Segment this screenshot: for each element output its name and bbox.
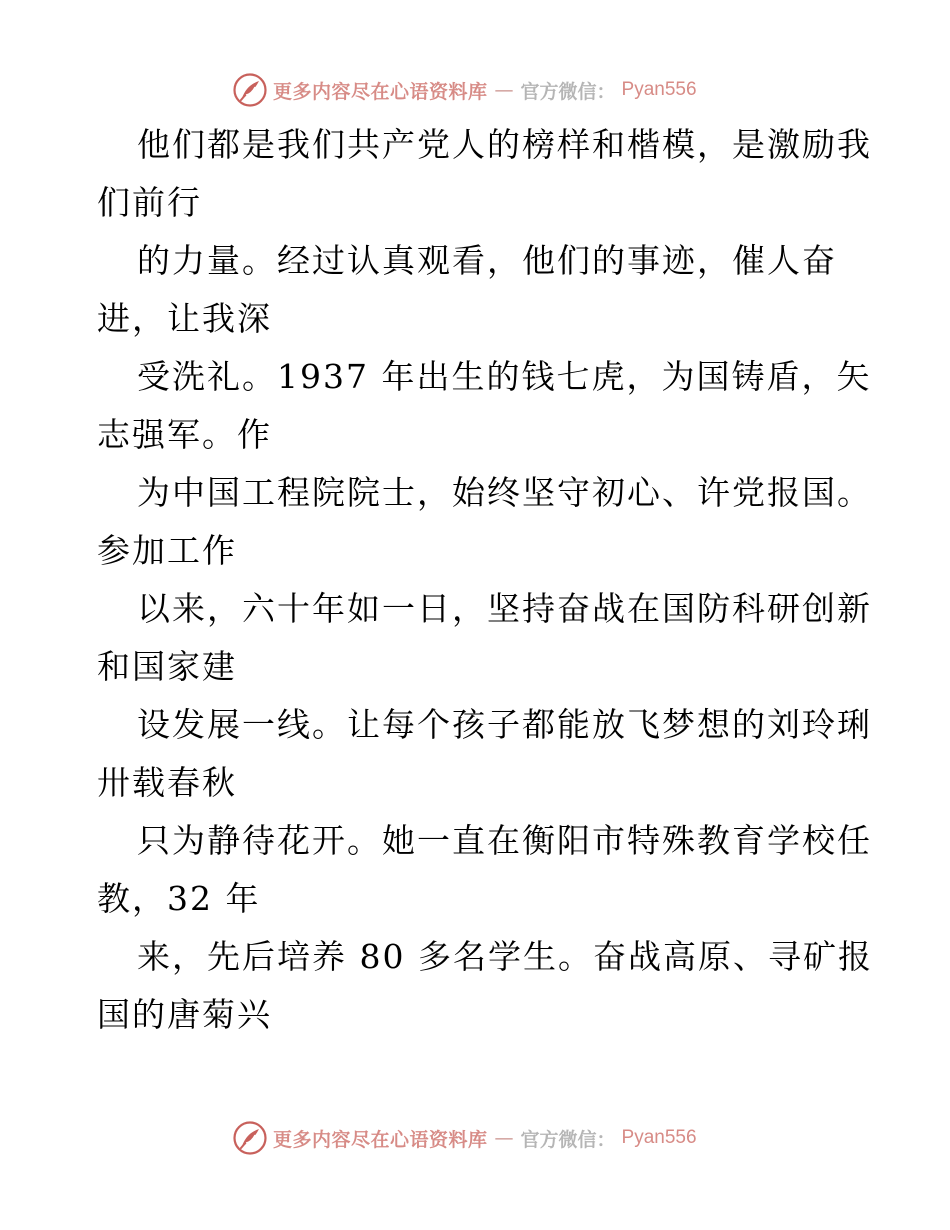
paragraph-line: 和国家建 [97, 647, 237, 686]
paragraph-line: 参加工作 [97, 531, 237, 570]
watermark-wechat-id: Pyan556 [621, 1127, 697, 1148]
feather-pen-logo-icon [233, 73, 267, 107]
watermark-dash: — [494, 1127, 514, 1149]
paragraph-line: 卅载春秋 [97, 763, 237, 802]
paragraph-line: 的力量。经过认真观看，他们的事迹，催人奋 [137, 241, 837, 280]
paragraph-line: 国的唐菊兴 [97, 995, 272, 1034]
paragraph-line: 他们都是我们共产党人的榜样和楷模，是激励我 [137, 125, 872, 164]
paragraph-line: 受洗礼。1937 年出生的钱七虎，为国铸盾，矢 [137, 357, 872, 396]
paragraph-line: 以来，六十年如一日，坚持奋战在国防科研创新 [137, 589, 872, 628]
paragraph-line: 们前行 [97, 183, 202, 222]
watermark-title: 更多内容尽在心语资料库 [273, 1128, 488, 1151]
paragraph-line: 为中国工程院院士，始终坚守初心、许党报国。 [137, 473, 872, 512]
document-body [97, 116, 873, 1044]
header-watermark [233, 72, 697, 108]
watermark-dash: — [494, 79, 514, 101]
watermark-wechat-label: 官方微信： [520, 1128, 616, 1151]
paragraph-line: 设发展一线。让每个孩子都能放飞梦想的刘玲琍 [137, 705, 872, 744]
footer-watermark [233, 1120, 697, 1156]
paragraph-line: 进，让我深 [97, 299, 272, 338]
watermark-wechat-id: Pyan556 [621, 79, 697, 100]
paragraph-line: 来，先后培养 80 多名学生。奋战高原、寻矿报 [137, 937, 873, 976]
paragraph-line: 只为静待花开。她一直在衡阳市特殊教育学校任 [137, 821, 872, 860]
watermark-title: 更多内容尽在心语资料库 [273, 80, 488, 103]
paragraph-line: 教，32 年 [97, 879, 261, 918]
feather-pen-logo-icon [233, 1121, 267, 1155]
paragraph-line: 志强军。作 [97, 415, 272, 454]
watermark-wechat-label: 官方微信： [520, 80, 616, 103]
